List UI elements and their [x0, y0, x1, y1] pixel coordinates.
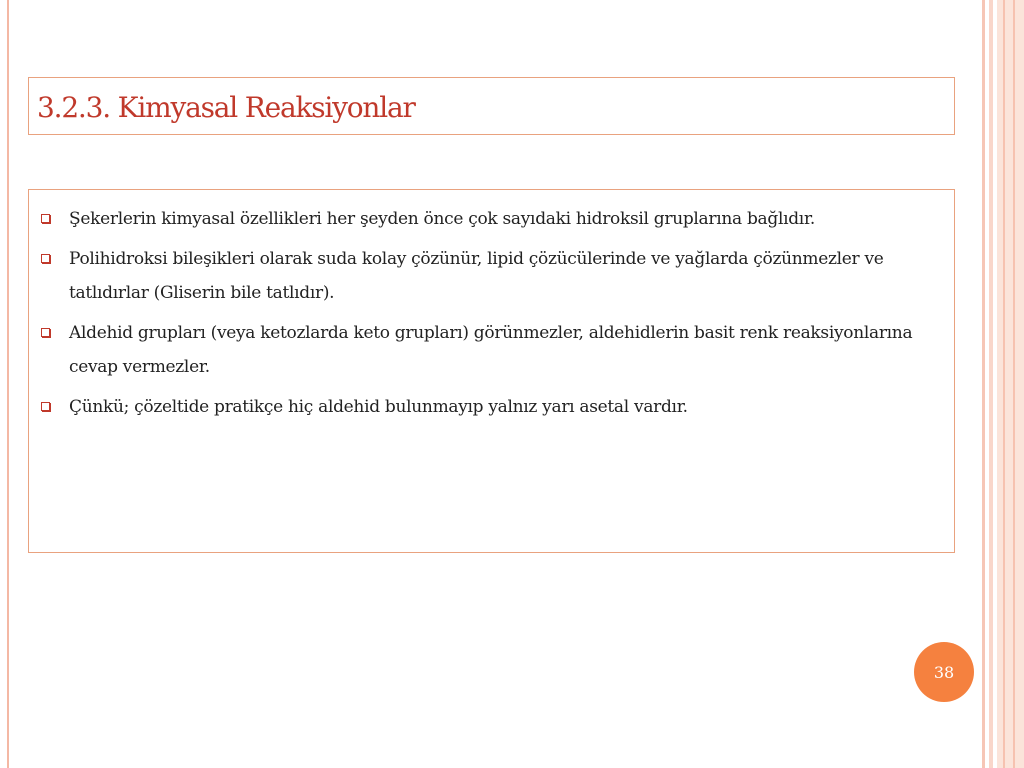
right-frame-line-2	[989, 0, 993, 768]
bullet-item	[41, 316, 941, 384]
right-frame-line-4	[1013, 0, 1015, 768]
page-number-badge: 38	[914, 642, 974, 702]
square-bullet-icon	[41, 214, 50, 223]
right-frame-line-1	[982, 0, 985, 768]
right-frame-line-3	[1003, 0, 1005, 768]
bullet-item	[41, 202, 941, 236]
bullet-text: Aldehid grupları (veya ketozlarda keto grupları) görünmezler, aldehidlerin basit renk reaksiyonlarına cevap vermezler.	[69, 323, 913, 377]
content-box	[28, 189, 955, 553]
bullet-text: Çünkü; çözeltide pratikçe hiç aldehid bulunmayıp yalnız yarı asetal vardır.	[69, 397, 688, 417]
bullet-item	[41, 242, 941, 310]
bullet-text: Şekerlerin kimyasal özellikleri her şeyden önce çok sayıdaki hidroksil gruplarına bağlıdır.	[69, 209, 816, 229]
square-bullet-icon	[41, 328, 50, 337]
title-box	[28, 77, 955, 135]
right-frame-band	[997, 0, 1024, 768]
bullet-list	[41, 202, 941, 430]
square-bullet-icon	[41, 254, 50, 263]
bullet-text: Polihidroksi bileşikleri olarak suda kolay çözünür, lipid çözücülerinde ve yağlarda çözünmezler ve tatlıdırlar (Gliserin bile tatlıdır).	[69, 249, 884, 303]
square-bullet-icon	[41, 402, 50, 411]
slide-title: 3.2.3. Kimyasal Reaksiyonlar	[37, 91, 415, 124]
left-frame-line	[7, 0, 9, 768]
bullet-item	[41, 390, 941, 424]
